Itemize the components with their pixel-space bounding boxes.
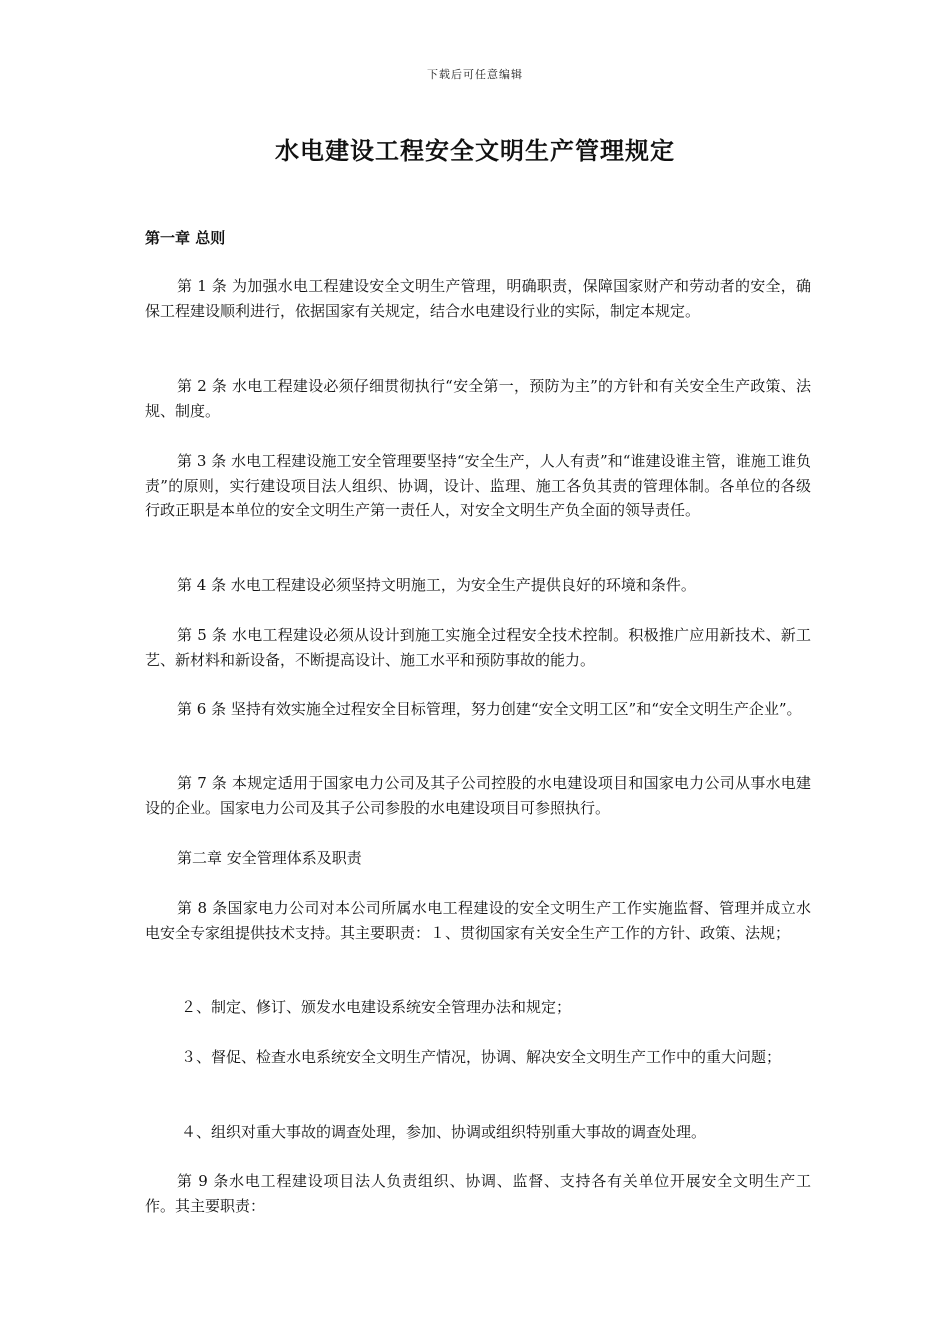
document-title: 水电建设工程安全文明生产管理规定 <box>275 136 675 165</box>
chapter-heading: 第一章 总则 <box>145 229 226 247</box>
article-paragraph: 第 9 条水电工程建设项目法人负责组织、协调、监督、支持各有关单位开展安全文明生产工作。其主要职责： <box>145 1172 811 1215</box>
article-paragraph: 第 3 条 水电工程建设施工安全管理要坚持“安全生产，人人有责”和“谁建设谁主管，谁施工谁负责”的原则，实行建设项目法人组织、协调，设计、监理、施工各负其责的管理体制。各单位的各级行政正职是本单位的安全文明生产第一责任人，对安全文明生产负全面的领导责任。 <box>145 452 811 519</box>
article-paragraph: 第 4 条 水电工程建设必须坚持文明施工，为安全生产提供良好的环境和条件。 <box>177 576 696 594</box>
article-paragraph: 第 1 条 为加强水电工程建设安全文明生产管理，明确职责，保障国家财产和劳动者的安全，确保工程建设顺利进行，依据国家有关规定，结合水电建设行业的实际，制定本规定。 <box>145 277 811 320</box>
chapter-heading: 第二章 安全管理体系及职责 <box>177 849 362 867</box>
list-item: ４、组织对重大事故的调查处理，参加、协调或组织特别重大事故的调查处理。 <box>181 1123 707 1141</box>
header-note: 下载后可任意编辑 <box>427 68 523 81</box>
article-paragraph: 第 2 条 水电工程建设必须仔细贯彻执行“安全第一，预防为主”的方针和有关安全生产政策、法规、制度。 <box>145 377 811 420</box>
article-paragraph: 第 6 条 坚持有效实施全过程安全目标管理，努力创建“安全文明工区”和“安全文明生产企业”。 <box>177 700 802 718</box>
list-item: ２、制定、修订、颁发水电建设系统安全管理办法和规定； <box>181 998 572 1016</box>
list-item: ３、督促、检查水电系统安全文明生产情况，协调、解决安全文明生产工作中的重大问题； <box>181 1048 782 1066</box>
article-paragraph: 第 8 条国家电力公司对本公司所属水电工程建设的安全文明生产工作实施监督、管理并成立水电安全专家组提供技术支持。其主要职责：１、贯彻国家有关安全生产工作的方针、政策、法规； <box>145 899 811 942</box>
article-paragraph: 第 7 条 本规定适用于国家电力公司及其子公司控股的水电建设项目和国家电力公司从事水电建设的企业。国家电力公司及其子公司参股的水电建设项目可参照执行。 <box>145 774 811 817</box>
article-paragraph: 第 5 条 水电工程建设必须从设计到施工实施全过程安全技术控制。积极推广应用新技术、新工艺、新材料和新设备，不断提高设计、施工水平和预防事故的能力。 <box>145 626 811 669</box>
